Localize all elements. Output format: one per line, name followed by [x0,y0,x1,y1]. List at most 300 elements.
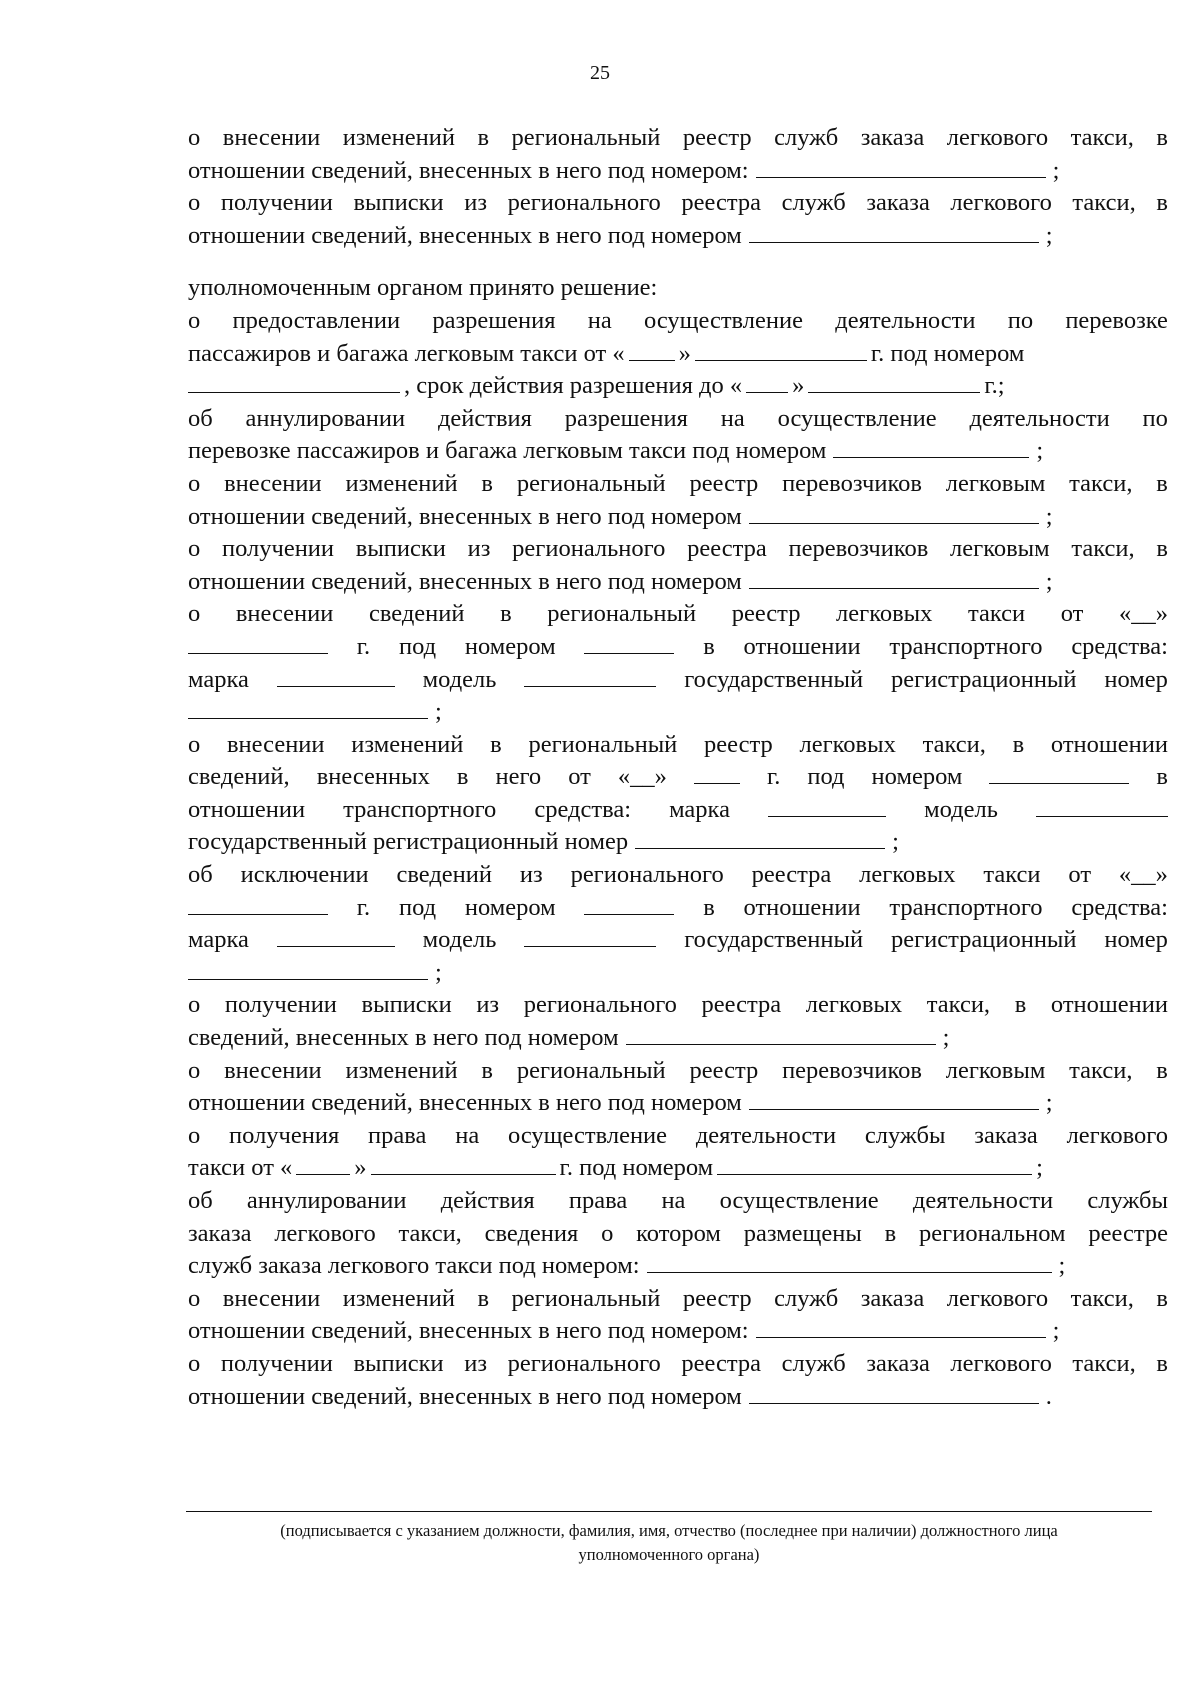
text-segment: из [467,535,491,563]
text-segment: о [188,1056,201,1084]
text-line [188,729,1168,762]
text-segment: г. [356,893,371,921]
text-segment: в [884,1219,897,1247]
text-segment: модель [924,795,998,823]
text-segment: ; [1052,1317,1060,1345]
text-line [188,1055,1168,1088]
text-segment: марка [188,665,249,693]
text-segment: изменений [342,124,455,151]
text-segment: действия [440,1187,535,1214]
text-line [188,1283,1168,1316]
text-segment: марка [669,795,730,823]
fill-in-blank[interactable] [629,338,675,361]
text-segment: разрешения [564,404,688,432]
text-segment: сведений [396,861,493,889]
text-line [188,122,1168,155]
text-segment: ; [1045,221,1053,249]
text-segment: о [188,991,201,1019]
text-segment: по [1142,404,1168,432]
text-segment: отношении [188,795,306,823]
text-line [188,892,1168,925]
fill-in-blank[interactable] [695,338,867,361]
fill-in-blank[interactable] [188,696,428,719]
text-line [188,631,1168,664]
text-segment: регионального [523,991,677,1019]
text-segment: от [1060,600,1084,628]
text-segment: о [188,730,201,758]
fill-in-blank[interactable] [749,1381,1039,1404]
text-segment: из [519,861,543,889]
text-segment: реестра [701,991,782,1019]
text-segment: транспортного [343,795,497,823]
text-segment: ; [435,698,442,726]
text-line [188,826,1168,859]
text-line [188,403,1168,436]
text-segment: такси [983,861,1041,889]
text-segment: о [188,306,201,334]
text-segment: регионального [507,189,661,217]
text-line [188,155,1168,188]
text-segment: региональный [528,730,678,758]
text-segment: уполномоченным органом принято решение: [188,274,658,302]
text-segment: ; [892,828,899,856]
text-segment: под [398,893,437,921]
text-segment: г.; [984,372,1005,400]
text-segment: отношении сведений, внесенных в него под номером: [188,156,749,184]
text-segment: региональный [511,1284,661,1312]
text-segment: легкового [946,124,1049,151]
text-segment: такси, [1072,1349,1136,1377]
text-segment: из [476,991,500,1019]
signature-caption-line: (подписывается с указанием должности, фамилия, имя, отчество (последнее при наличии) должностного лица [280,1521,1058,1540]
text-segment: номером [464,893,556,921]
text-segment: изменений [351,730,464,758]
text-segment: реестр [731,600,801,628]
text-line [188,566,1168,599]
text-segment: заказа [860,124,925,151]
text-segment: о [188,469,201,497]
text-segment: государственный [684,926,864,954]
signature-line [186,1511,1152,1512]
text-segment: изменений [342,1284,455,1312]
text-segment: регионального [512,535,666,563]
text-line [188,1120,1168,1153]
text-line [188,1348,1168,1381]
text-segment: перевозчиков [788,535,929,563]
text-segment: «__» [1118,861,1168,889]
text-segment: от [568,763,591,791]
fill-in-blank[interactable] [188,957,428,980]
text-segment: отношении [1050,730,1168,758]
text-segment: исключении [240,861,369,889]
text-segment: легковым [945,469,1046,497]
text-segment: отношении [743,632,861,660]
text-segment: отношении [1050,991,1168,1019]
text-segment: такси, [922,730,986,758]
text-segment: предоставлении [232,306,401,334]
fill-in-blank[interactable] [626,1022,936,1045]
text-segment: государственный регистрационный номер [188,828,629,856]
text-segment: сведения [484,1219,579,1247]
text-segment: реестре [1088,1219,1168,1247]
fill-in-blank[interactable] [749,501,1039,524]
text-line [188,1315,1168,1348]
text-segment: отношении сведений, внесенных в него под номером [188,567,742,595]
text-line [188,989,1168,1022]
text-segment: внесении [235,600,334,628]
text-segment: в [1156,763,1168,791]
text-segment: об [188,1187,213,1214]
text-segment: региональный [516,1056,666,1084]
text-segment: о [188,189,201,217]
text-segment: легкового [946,1284,1049,1312]
text-line [188,533,1168,566]
text-segment: перевозке [1065,306,1168,334]
text-segment: ; [1045,567,1053,595]
text-segment: легковым [945,1056,1046,1084]
fill-in-blank[interactable] [188,892,328,915]
text-segment: ; [1045,1089,1053,1117]
text-segment: . [1045,1382,1052,1410]
text-segment: легкового [950,1349,1052,1377]
text-segment: в [1156,189,1168,217]
text-segment: легковых [805,991,903,1019]
text-segment: средства: [1071,632,1168,660]
text-line [188,435,1168,468]
text-segment: в [703,893,715,921]
paragraph-gap [188,252,1168,272]
text-segment: изменений [345,1056,458,1084]
text-line [188,338,1168,371]
text-segment: в [456,763,469,791]
text-segment: получении [224,991,337,1019]
fill-in-blank[interactable] [296,1152,350,1175]
text-segment: реестр [689,1056,759,1084]
text-segment: в [500,600,512,628]
text-line [188,187,1168,220]
text-segment: под [398,632,437,660]
text-segment: реестра [681,1349,762,1377]
text-line [188,859,1168,892]
text-segment: деятельности [969,404,1110,432]
text-segment: деятельности [835,306,976,334]
document-body [188,122,1168,1413]
text-segment: в [1156,124,1168,151]
fill-in-blank[interactable] [371,1152,556,1175]
text-segment: легковых [859,861,956,889]
text-segment: реестра [751,861,832,889]
text-segment: г. [766,763,781,791]
text-segment: средства: [1071,893,1168,921]
signature-caption [186,1519,1152,1567]
fill-in-blank[interactable] [584,892,674,915]
fill-in-blank[interactable] [277,924,395,947]
text-segment: отношении сведений, внесенных в него под номером [188,502,742,530]
text-segment: деятельности [695,1121,837,1149]
text-line [188,761,1168,794]
text-segment: внесенных [316,763,430,791]
text-segment: регистрационный [890,665,1077,693]
fill-in-blank[interactable] [717,1152,1032,1175]
text-segment: » [792,372,805,400]
text-segment: пассажиров и багажа легковым такси от « [188,339,625,367]
text-segment: из [464,189,488,217]
text-segment: действия [437,404,532,432]
text-segment: легкового [274,1219,376,1247]
text-segment: государственный [684,665,864,693]
text-segment: заказа [866,189,930,217]
text-segment: права [568,1187,628,1214]
text-segment: о [188,1349,201,1377]
text-line [188,1022,1168,1055]
text-segment: него [495,763,542,791]
text-segment: в [1156,1056,1168,1084]
text-segment: транспортного [889,893,1043,921]
text-segment: на [587,306,612,334]
text-segment: реестра [687,535,767,563]
text-segment: выписки [353,1349,444,1377]
text-segment: осуществление [719,1187,879,1214]
text-segment: такси, [398,1219,462,1247]
text-line [188,1185,1168,1218]
text-segment: регионального [507,1349,661,1377]
text-segment: служб [774,1284,839,1312]
text-segment: ; [1058,1252,1066,1280]
text-segment: выписки [361,991,452,1019]
text-segment: «__» [1118,600,1168,628]
text-segment: , срок действия разрешения до « [404,372,743,400]
text-line [188,1381,1168,1414]
text-segment: о [188,1284,201,1312]
page-number: 25 [590,62,610,84]
text-segment: номер [1104,665,1168,693]
fill-in-blank[interactable] [584,631,674,654]
text-segment: такси, [1069,1056,1133,1084]
text-line [188,1250,1168,1283]
text-segment: отношении сведений, внесенных в него под номером: [188,1317,749,1345]
text-segment: отношении сведений, внесенных в него под номером [188,1089,742,1117]
text-segment: в [1156,535,1168,563]
text-segment: заказа [860,1284,925,1312]
text-segment: отношении [743,893,861,921]
text-segment: такси от « [188,1154,293,1182]
fill-in-blank[interactable] [694,761,740,784]
fill-in-blank[interactable] [1036,794,1168,817]
text-line [188,1218,1168,1251]
text-segment: региональный [547,600,697,628]
text-segment: легковым [950,535,1050,563]
text-segment: аннулировании [246,1187,407,1214]
text-segment: в [1012,730,1025,758]
text-line [188,1152,1168,1185]
text-segment: по [1007,306,1034,334]
text-segment: получения [229,1121,340,1149]
text-line [188,1087,1168,1120]
text-segment: разрешения [432,306,556,334]
text-segment: служб [781,1349,846,1377]
text-segment: в [481,1056,493,1084]
fill-in-blank[interactable] [524,924,656,947]
text-segment: внесении [222,1284,321,1312]
text-segment: отношении сведений, внесенных в него под номером [188,1382,742,1410]
text-segment: о [188,124,201,151]
text-segment: ; [1036,1154,1043,1182]
fill-in-blank[interactable] [524,664,656,687]
fill-in-blank[interactable] [768,794,886,817]
text-segment: получении [220,189,333,217]
text-segment: в [477,124,490,151]
text-segment: права [368,1121,427,1149]
text-segment: номером [871,763,963,791]
text-segment: деятельности [912,1187,1054,1214]
fill-in-blank[interactable] [749,220,1039,243]
text-segment: выписки [353,189,444,217]
text-segment: легкового [950,189,1052,217]
text-segment: от [1068,861,1092,889]
text-segment: ; [1052,156,1060,184]
text-segment: из [464,1349,488,1377]
text-line [188,794,1168,827]
text-segment: номер [1104,926,1168,954]
text-segment: сведений [368,600,465,628]
text-segment: такси, [1072,189,1136,217]
fill-in-blank[interactable] [808,370,980,393]
text-segment: котором [636,1219,721,1247]
text-segment: служб [781,189,846,217]
text-line [188,924,1168,957]
fill-in-blank[interactable] [833,435,1029,458]
text-line [188,501,1168,534]
text-segment: легковых [799,730,896,758]
text-segment: ; [435,958,442,986]
text-segment: регистрационный [890,926,1077,954]
text-segment: реестр [689,469,759,497]
text-line [188,272,1168,305]
fill-in-blank[interactable] [277,664,395,687]
text-segment: служб [774,124,839,151]
text-segment: региональном [919,1219,1066,1247]
text-segment: заказа [188,1219,252,1247]
fill-in-blank[interactable] [756,155,1046,178]
text-segment: г. [356,632,371,660]
fill-in-blank[interactable] [188,631,328,654]
text-segment: осуществление [508,1121,668,1149]
text-line [188,220,1168,253]
text-segment: ; [1045,502,1053,530]
text-segment: реестр [682,124,752,151]
text-segment: в [1156,469,1168,497]
signature-caption-line: уполномоченного органа) [578,1545,760,1564]
text-segment: на [455,1121,480,1149]
text-segment: такси, [1069,469,1133,497]
fill-in-blank[interactable] [188,370,400,393]
text-line [188,598,1168,631]
text-segment: службы [864,1121,946,1149]
text-segment: на [661,1187,686,1214]
text-segment: » [354,1154,367,1182]
text-line [188,468,1168,501]
text-segment: сведений, [188,763,290,791]
text-segment: реестр [682,1284,752,1312]
text-segment: об [188,861,213,889]
text-segment: под [807,763,845,791]
text-segment: реестр [704,730,773,758]
text-segment: на [720,404,745,432]
text-segment: в [481,469,493,497]
text-segment: региональный [516,469,666,497]
text-segment: легковых [836,600,933,628]
text-line [188,957,1168,990]
text-segment: реестра [681,189,762,217]
text-segment: перевозчиков [782,469,922,497]
text-segment: такси, [926,991,991,1019]
fill-in-blank[interactable] [635,826,885,849]
text-segment: внесении [222,124,321,151]
text-segment: в [1156,1284,1168,1312]
text-segment: получении [220,1349,333,1377]
fill-in-blank[interactable] [749,566,1039,589]
fill-in-blank[interactable] [647,1250,1052,1273]
text-segment: заказа [974,1121,1038,1149]
text-segment: служб заказа легкового такси под номером: [188,1252,640,1280]
text-segment: перевозке пассажиров и багажа легковым такси под номером [188,437,827,465]
text-segment: легкового [1066,1121,1168,1149]
text-segment: г. под номером [559,1154,714,1182]
text-segment: о [188,1121,201,1149]
text-segment: » [678,339,691,367]
text-segment: модель [422,926,497,954]
text-segment: размещены [743,1219,862,1247]
text-segment: изменений [345,469,458,497]
text-line [188,696,1168,729]
text-segment: об [188,404,213,432]
text-segment: такси [967,600,1026,628]
text-segment: в [703,632,715,660]
text-segment: транспортного [889,632,1043,660]
text-segment: региональный [511,124,661,151]
fill-in-blank[interactable] [746,370,788,393]
text-segment: отношении сведений, внесенных в него под номером [188,221,742,249]
text-segment: внесении [224,469,322,497]
fill-in-blank[interactable] [989,761,1129,784]
text-segment: о [601,1219,614,1247]
text-segment: в [1156,1349,1168,1377]
text-segment: ; [1036,437,1044,465]
fill-in-blank[interactable] [756,1315,1046,1338]
text-segment: в [477,1284,490,1312]
text-segment: такси, [1071,535,1135,563]
text-segment: такси, [1070,124,1134,151]
text-segment: в [490,730,502,758]
text-segment: такси, [1070,1284,1134,1312]
text-segment: регионального [570,861,724,889]
text-segment: ; [942,1024,950,1052]
text-segment: заказа [866,1349,930,1377]
text-segment: «__» [617,763,667,791]
fill-in-blank[interactable] [749,1087,1039,1110]
text-segment: о [188,600,201,628]
text-segment: внесении [226,730,325,758]
text-segment: аннулировании [245,404,406,432]
text-segment: осуществление [777,404,937,432]
text-segment: перевозчиков [782,1056,922,1084]
text-line [188,305,1168,338]
text-segment: марка [188,926,249,954]
text-line [188,664,1168,697]
text-segment: сведений, внесенных в него под номером [188,1024,619,1052]
text-line [188,370,1168,403]
text-segment: получении [221,535,335,563]
